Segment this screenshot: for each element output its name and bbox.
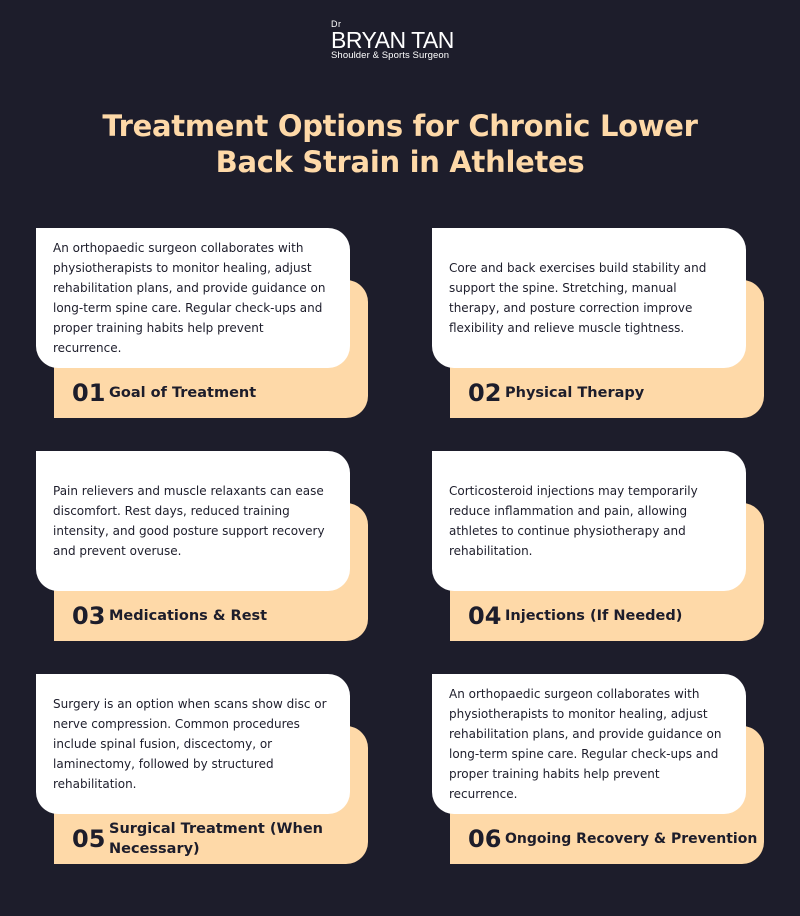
logo-subtitle: Shoulder & Sports Surgeon	[331, 50, 450, 61]
page-title-line-2: Back Strain in Athletes	[215, 145, 585, 179]
card-heading	[468, 814, 758, 864]
card-number: 06	[468, 825, 502, 853]
card-description-box	[432, 228, 746, 368]
card-description: Core and back exercises build stability and support the spine. Stretching, manual therapy, and posture correction improve flexibility and relieve muscle tightness.	[449, 261, 707, 335]
card-description: Pain relievers and muscle relaxants can ease discomfort. Rest days, reduced training intensity, and good posture support recovery and prevent overuse.	[53, 484, 325, 558]
card-title: Goal of Treatment	[109, 385, 257, 401]
card-description-box	[36, 228, 350, 368]
card-title: Ongoing Recovery & Prevention	[505, 831, 758, 847]
card-number: 04	[468, 602, 502, 630]
card-title: Medications & Rest	[109, 608, 268, 624]
treatment-card-medications	[36, 451, 376, 641]
treatment-card-goal	[36, 228, 376, 418]
card-description-box	[432, 451, 746, 591]
logo-name: BRYAN TAN	[331, 27, 454, 53]
card-title: Injections (If Needed)	[505, 608, 683, 624]
card-description: Surgery is an option when scans show disc or nerve compression. Common procedures include spinal fusion, discectomy, or laminectomy, followed by structured rehabilitation.	[53, 697, 327, 791]
page-title	[0, 108, 800, 180]
logo-prefix: Dr	[331, 19, 342, 29]
card-description-box	[432, 674, 746, 814]
card-description-box	[36, 674, 350, 814]
card-description: An orthopaedic surgeon collaborates with physiotherapists to monitor healing, adjust rehabilitation plans, and provide guidance on long-term spine care. Regular check-ups and proper training habits help prevent recurrence.	[449, 687, 722, 801]
card-description: Corticosteroid injections may temporarily reduce inflammation and pain, allowing athletes to continue physiotherapy and rehabilitation.	[449, 484, 698, 558]
card-title: Physical Therapy	[505, 385, 645, 401]
card-title: Surgical Treatment (When Necessary)	[109, 821, 324, 857]
card-description-box	[36, 451, 350, 591]
card-heading	[72, 814, 362, 864]
card-description: An orthopaedic surgeon collaborates with physiotherapists to monitor healing, adjust rehabilitation plans, and provide guidance on long-term spine care. Regular check-ups and proper training habits help prevent recurrence.	[53, 241, 326, 355]
card-heading	[468, 591, 758, 641]
card-heading	[72, 368, 362, 418]
card-number: 02	[468, 379, 502, 407]
brand-logo	[331, 20, 481, 61]
card-number: 03	[72, 602, 106, 630]
treatment-card-recovery	[432, 674, 772, 864]
card-heading	[72, 591, 362, 641]
card-number: 05	[72, 825, 106, 853]
treatment-card-injections	[432, 451, 772, 641]
treatment-card-surgical	[36, 674, 376, 864]
treatment-card-physical-therapy	[432, 228, 772, 418]
card-heading	[468, 368, 758, 418]
card-number: 01	[72, 379, 106, 407]
page-title-line-1: Treatment Options for Chronic Lower	[102, 109, 698, 143]
